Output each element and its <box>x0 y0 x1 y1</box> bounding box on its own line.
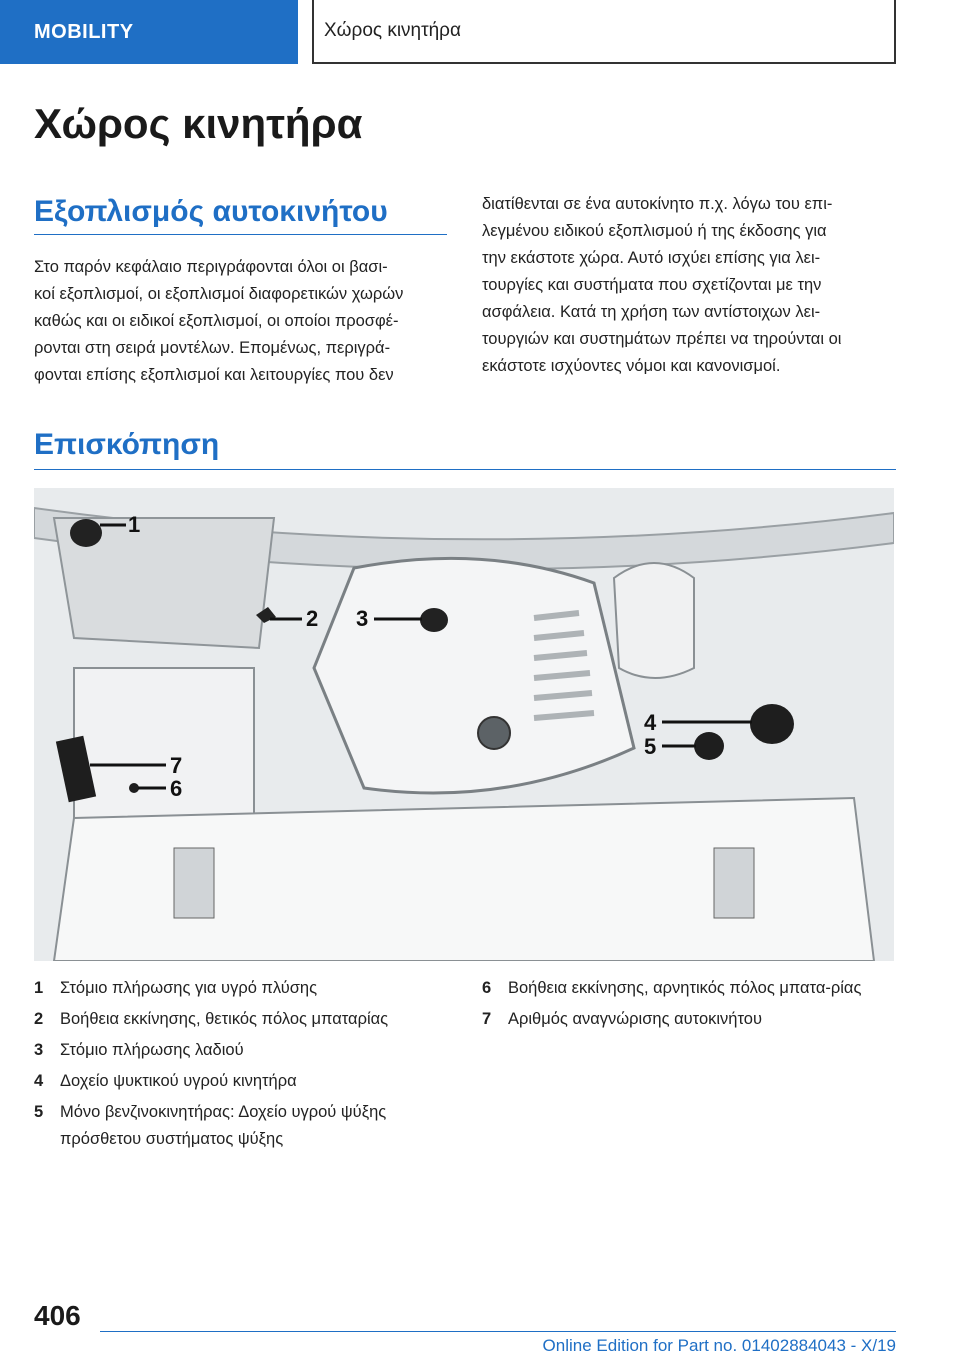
legend-text: Στόμιο πλήρωσης για υγρό πλύσης <box>60 979 318 997</box>
text-line: λεγμένου ειδικού εξοπλισμού ή της έκδοσης για <box>482 222 827 240</box>
brand-logo <box>478 717 510 749</box>
text-line: τουργίες και συστήματα που σχετίζονται με την <box>482 276 822 294</box>
legend-item <box>482 975 896 1002</box>
hood-latch-left <box>174 848 214 918</box>
legend-number: 2 <box>34 1010 44 1028</box>
legend-item <box>34 1068 454 1095</box>
page-number: 406 <box>34 1300 81 1331</box>
legend-number: 1 <box>34 979 44 997</box>
equipment-paragraph-col2 <box>482 191 902 380</box>
oil-filler-cap <box>420 608 448 632</box>
legend-text: Στόμιο πλήρωσης λαδιού <box>60 1041 244 1059</box>
legend-text: Αριθμός αναγνώρισης αυτοκινήτου <box>508 1010 762 1028</box>
legend-text: Βοήθεια εκκίνησης, αρνητικός πόλος μπατα-ρίας <box>508 979 862 997</box>
text-line: διατίθενται σε ένα αυτοκίνητο π.χ. λόγω του επι- <box>482 195 833 213</box>
hood-latch-right <box>714 848 754 918</box>
legend-left <box>34 975 454 1157</box>
legend-number: 6 <box>482 979 492 997</box>
text-line: καθώς και οι ειδικοί εξοπλισμοί, οι οποίοι προσφέ- <box>34 312 399 330</box>
text-line: κοί εξοπλισμοί, οι εξοπλισμοί διαφορετικών χωρών <box>34 285 404 303</box>
text-line: τουργιών και συστημάτων πρέπει να τηρούνται οι <box>482 330 842 348</box>
footer-rule <box>100 1331 896 1332</box>
legend-text: Βοήθεια εκκίνησης, θετικός πόλος μπαταρίας <box>60 1010 389 1028</box>
legend-number: 3 <box>34 1041 44 1059</box>
engine-bay-illustration <box>34 488 894 961</box>
engine-bay-svg <box>34 488 894 961</box>
legend-item <box>34 975 454 1002</box>
legend-number: 5 <box>34 1103 44 1121</box>
legend-right <box>482 975 896 1037</box>
washer-fluid-cap <box>70 519 102 547</box>
negative-terminal <box>129 783 139 793</box>
equipment-heading-rule <box>34 234 447 235</box>
callout-3: 3 <box>356 606 369 631</box>
legend-number: 7 <box>482 1010 492 1028</box>
equipment-heading: Εξοπλισμός αυτοκινήτου <box>34 195 388 228</box>
footer-edition[interactable]: Online Edition for Part no. 01402884043 - X/19 <box>542 1336 896 1355</box>
coolant-reservoir-cap <box>750 704 794 744</box>
legend-item <box>34 1099 454 1153</box>
aux-coolant-cap <box>694 732 724 760</box>
page-title: Χώρος κινητήρα <box>34 100 363 147</box>
text-line: την εκάστοτε χώρα. Αυτό ισχύει επίσης για λει- <box>482 249 821 267</box>
callout-6: 6 <box>170 776 183 801</box>
callout-7: 7 <box>170 753 183 778</box>
callout-1: 1 <box>128 512 141 537</box>
battery-compartment <box>74 668 254 828</box>
equipment-paragraph-col1 <box>34 254 454 389</box>
text-line: εκάστοτε ισχύοντες νόμοι και κανονισμοί. <box>482 357 781 375</box>
legend-item <box>34 1037 454 1064</box>
legend-text: Μόνο βενζινοκινητήρας: Δοχείο υγρού ψύξης πρόσθετου συστήματος ψύξης <box>60 1103 387 1148</box>
breadcrumb: Χώρος κινητήρα <box>312 0 896 64</box>
text-line: ρονται στη σειρά μοντέλων. Επομένως, περιγρά- <box>34 339 391 357</box>
callout-4: 4 <box>644 710 657 735</box>
text-line: Στο παρόν κεφάλαιο περιγράφονται όλοι οι βασι- <box>34 258 388 276</box>
text-line: ασφάλεια. Κατά τη χρήση των αντίστοιχων λει- <box>482 303 821 321</box>
legend-item <box>482 1006 896 1033</box>
legend-item <box>34 1006 454 1033</box>
section-tab[interactable]: MOBILITY <box>0 0 298 64</box>
overview-heading: Επισκόπηση <box>34 428 220 461</box>
callout-5: 5 <box>644 734 657 759</box>
callout-2: 2 <box>306 606 319 631</box>
legend-text: Δοχείο ψυκτικού υγρού κινητήρα <box>60 1072 297 1090</box>
overview-heading-rule <box>34 469 896 470</box>
text-line: φονται επίσης εξοπλισμοί και λειτουργίες που δεν <box>34 366 394 384</box>
washer-reservoir <box>614 563 694 678</box>
legend-number: 4 <box>34 1072 44 1090</box>
